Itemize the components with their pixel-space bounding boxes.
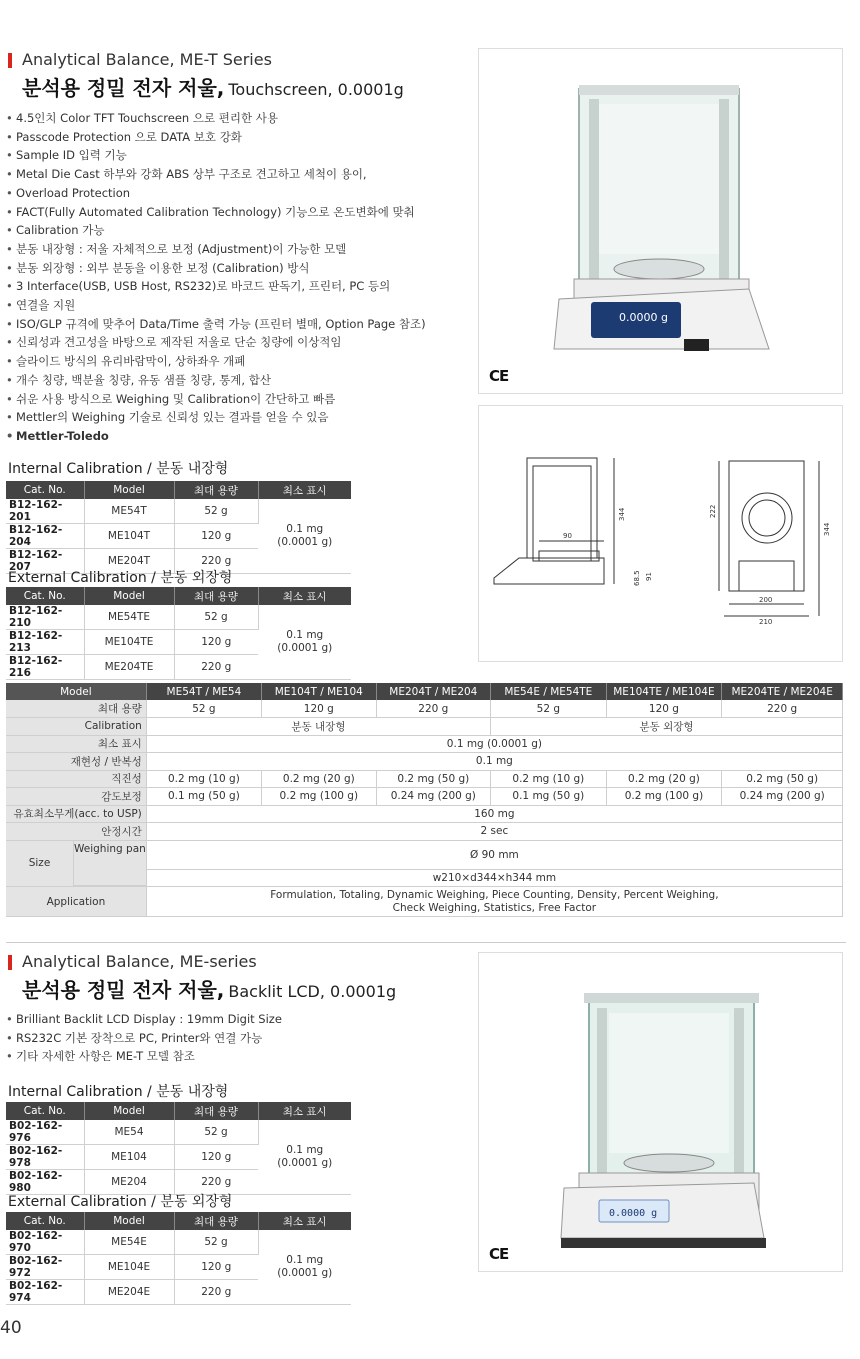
spec-value: 0.1 mg (0.0001 g) — [146, 735, 842, 753]
spec-label: Size — [6, 841, 74, 887]
spec-value: 0.2 mg (100 g) — [606, 788, 722, 806]
col-header-readability: 최소 표시 — [258, 1102, 351, 1120]
dimension-drawing — [478, 405, 843, 662]
cat-no: B02-162-980 — [6, 1170, 84, 1195]
feature-item: • 연결을 지원 — [6, 296, 426, 315]
spec-row-capacity — [6, 700, 843, 718]
spec-value: 0.2 mg (10 g) — [146, 770, 261, 788]
spec-label: 재현성 / 반복성 — [6, 753, 146, 771]
model: ME104 — [84, 1145, 174, 1170]
col-header-cat: Cat. No. — [6, 1212, 84, 1230]
section2-external-table — [6, 1212, 351, 1305]
feature-item: • RS232C 기본 장착으로 PC, Printer와 연결 가능 — [6, 1029, 282, 1048]
dim-width-body: 200 — [759, 596, 773, 604]
model: ME204T — [84, 549, 174, 574]
spec-value: 0.1 mg — [146, 753, 842, 771]
spec-label: 직진성 — [6, 770, 146, 788]
dim-width-pan: 90 — [563, 532, 572, 540]
capacity: 52 g — [174, 499, 258, 524]
capacity: 220 g — [174, 549, 258, 574]
cat-no: B12-162-210 — [6, 605, 84, 630]
col-header-model: Model — [84, 1102, 174, 1120]
feature-item: • ISO/GLP 규격에 맞추어 Data/Time 출력 가능 (프린터 별매, Option Page 참조) — [6, 315, 426, 334]
feature-item: • 슬라이드 방식의 유리바람막이, 상하좌우 개폐 — [6, 352, 426, 371]
spec-value: 52 g — [491, 700, 607, 718]
feature-item: • 4.5인치 Color TFT Touchscreen 으로 편리한 사용 — [6, 109, 426, 128]
col-header-model: Model — [84, 587, 174, 605]
spec-label-size — [6, 840, 146, 887]
spec-value: Ø 90 mm — [146, 840, 842, 869]
spec-value — [146, 887, 842, 917]
spec-model-col: ME54T / ME54 — [146, 683, 261, 700]
spec-model-col: ME104T / ME104 — [262, 683, 377, 700]
cat-no: B02-162-974 — [6, 1280, 84, 1305]
col-header-capacity: 최대 용량 — [174, 1102, 258, 1120]
col-header-cat: Cat. No. — [6, 481, 84, 499]
feature-item: • FACT(Fully Automated Calibration Technology) 기능으로 온도변화에 맞춰 — [6, 203, 426, 222]
section-marker — [8, 53, 12, 68]
capacity: 52 g — [174, 1120, 258, 1145]
feature-item: • Overload Protection — [6, 184, 426, 203]
model: ME204 — [84, 1170, 174, 1195]
cat-no: B02-162-972 — [6, 1255, 84, 1280]
feature-item: • 개수 칭량, 백분율 칭량, 유동 샘플 칭량, 통계, 합산 — [6, 371, 426, 390]
section1-external-table — [6, 587, 351, 680]
spec-row-min-weight — [6, 805, 843, 823]
dim-height-display: 91 — [645, 572, 653, 581]
capacity: 120 g — [174, 1255, 258, 1280]
spec-model-col: ME104TE / ME104E — [606, 683, 722, 700]
capacity: 52 g — [174, 1230, 258, 1255]
section2-title — [22, 974, 396, 1003]
feature-item: • Mettler-Toledo — [6, 427, 426, 446]
section1-internal-table — [6, 481, 351, 574]
spec-value: 0.1 mg (50 g) — [146, 788, 261, 806]
balance-illustration — [479, 953, 842, 1271]
cat-no: B12-162-204 — [6, 524, 84, 549]
capacity: 220 g — [174, 1170, 258, 1195]
readability-line2: (0.0001 g) — [277, 642, 333, 654]
spec-value: 0.2 mg (50 g) — [376, 770, 491, 788]
model: ME54 — [84, 1120, 174, 1145]
feature-item: • Brilliant Backlit LCD Display : 19mm Digit Size — [6, 1010, 282, 1029]
spec-value: 0.2 mg (10 g) — [491, 770, 607, 788]
readability-line1: 0.1 mg — [286, 629, 324, 641]
product-photo-me-t — [478, 48, 843, 394]
capacity: 220 g — [174, 1280, 258, 1305]
spec-label: 최소 표시 — [6, 735, 146, 753]
cat-no: B12-162-213 — [6, 630, 84, 655]
col-header-readability: 최소 표시 — [258, 1212, 351, 1230]
spec-value: 0.24 mg (200 g) — [376, 788, 491, 806]
dim-depth-front: 222 — [709, 504, 717, 518]
spec-row-linearity — [6, 770, 843, 788]
capacity: 120 g — [174, 524, 258, 549]
feature-item: • Mettler의 Weighing 기술로 신뢰성 있는 결과를 얻을 수 있음 — [6, 408, 426, 427]
spec-value: 0.2 mg (100 g) — [262, 788, 377, 806]
spec-label: Calibration — [6, 718, 146, 736]
spec-label: Weighing pan — [74, 841, 146, 887]
ce-mark: CE — [489, 367, 509, 385]
spec-value: 52 g — [146, 700, 261, 718]
section1-external-title: External Calibration / 분동 외장형 — [8, 570, 233, 586]
col-header-capacity: 최대 용량 — [174, 587, 258, 605]
feature-item: • Sample ID 입력 기능 — [6, 146, 426, 165]
spec-model-col: ME204T / ME204 — [376, 683, 491, 700]
spec-value: 220 g — [722, 700, 843, 718]
spec-row-pan — [6, 840, 843, 869]
product-photo-me — [478, 952, 843, 1272]
dim-height-right: 344 — [823, 522, 831, 536]
spec-label: 유효최소무게(acc. to USP) — [6, 805, 146, 823]
spec-value: 2 sec — [146, 823, 842, 841]
col-header-capacity: 최대 용량 — [174, 481, 258, 499]
feature-item: • 분동 내장형 : 저울 자체적으로 보정 (Adjustment)이 가능한 모델 — [6, 240, 426, 259]
spec-model-col: ME54E / ME54TE — [491, 683, 607, 700]
section2-title-en: Backlit LCD, 0.0001g — [228, 982, 397, 1001]
ce-mark: CE — [489, 1245, 509, 1263]
page-number: 40 — [0, 1318, 22, 1338]
spec-row-readability — [6, 735, 843, 753]
spec-label: Application — [6, 887, 146, 917]
spec-value: 분동 내장형 — [146, 718, 490, 736]
dim-width-total: 210 — [759, 618, 773, 626]
section2-external-title: External Calibration / 분동 외장형 — [8, 1194, 233, 1210]
section2-internal-table — [6, 1102, 351, 1195]
spec-value: 220 g — [376, 700, 491, 718]
table-row — [6, 1120, 351, 1145]
feature-item: • Metal Die Cast 하부와 강화 ABS 상부 구조로 견고하고 세척이 용이, — [6, 165, 426, 184]
model: ME54T — [84, 499, 174, 524]
model: ME54E — [84, 1230, 174, 1255]
spec-value: 0.2 mg (20 g) — [606, 770, 722, 788]
capacity: 120 g — [174, 630, 258, 655]
col-header-model: Model — [84, 1212, 174, 1230]
model: ME204E — [84, 1280, 174, 1305]
readability — [258, 1230, 351, 1305]
model: ME104E — [84, 1255, 174, 1280]
spec-value: 0.2 mg (50 g) — [722, 770, 843, 788]
spec-header-model: Model — [6, 683, 146, 700]
spec-row-sensitivity — [6, 788, 843, 806]
spec-value: 0.24 mg (200 g) — [722, 788, 843, 806]
section1-category: Analytical Balance, ME-T Series — [22, 50, 272, 69]
spec-value: 120 g — [606, 700, 722, 718]
spec-label: 감도보정 — [6, 788, 146, 806]
section1-title-ko: 분석용 정밀 전자 저울, — [22, 76, 225, 100]
readability — [258, 1120, 351, 1195]
readability-line1: 0.1 mg — [286, 523, 324, 535]
spec-value: w210×d344×h344 mm — [146, 869, 842, 887]
dimension-drawing-svg — [479, 406, 842, 661]
cat-no: B02-162-970 — [6, 1230, 84, 1255]
table-row — [6, 499, 351, 524]
feature-item: • 분동 외장형 : 외부 분동을 이용한 보정 (Calibration) 방식 — [6, 259, 426, 278]
readability-line2: (0.0001 g) — [277, 1157, 333, 1169]
spec-label: 안정시간 — [6, 823, 146, 841]
spec-value: 0.1 mg (50 g) — [491, 788, 607, 806]
balance-illustration — [479, 49, 842, 393]
table-row — [6, 1230, 351, 1255]
feature-item: • 신뢰성과 견고성을 바탕으로 제작된 저울로 단순 칭량에 이상적임 — [6, 333, 426, 352]
model: ME104T — [84, 524, 174, 549]
readability-line1: 0.1 mg — [286, 1144, 324, 1156]
feature-item: • 기타 자세한 사항은 ME-T 모델 참조 — [6, 1047, 282, 1066]
model: ME104TE — [84, 630, 174, 655]
spec-value: 0.2 mg (20 g) — [262, 770, 377, 788]
spec-value: 160 mg — [146, 805, 842, 823]
spec-label: 최대 용량 — [6, 700, 146, 718]
dim-height-base: 68.5 — [633, 570, 641, 586]
capacity: 120 g — [174, 1145, 258, 1170]
dim-height-left: 344 — [618, 507, 626, 521]
capacity: 220 g — [174, 655, 258, 680]
section2-category: Analytical Balance, ME-series — [22, 952, 257, 971]
section2-features — [6, 1010, 282, 1066]
display-readout: 0.0000 g — [609, 1208, 658, 1219]
feature-item: • 쉬운 사용 방식으로 Weighing 및 Calibration이 간단하고 빠름 — [6, 390, 426, 409]
section-marker — [8, 955, 12, 970]
model: ME54TE — [84, 605, 174, 630]
feature-item: • 3 Interface(USB, USB Host, RS232)로 바코드 판독기, 프린터, PC 등의 — [6, 277, 426, 296]
cat-no: B12-162-201 — [6, 499, 84, 524]
section2-internal-title: Internal Calibration / 분동 내장형 — [8, 1084, 229, 1100]
spec-row-stabilization — [6, 823, 843, 841]
spec-model-col: ME204TE / ME204E — [722, 683, 843, 700]
section-divider — [6, 942, 846, 943]
feature-item: • Passcode Protection 으로 DATA 보호 강화 — [6, 128, 426, 147]
table-row — [6, 605, 351, 630]
cat-no: B12-162-207 — [6, 549, 84, 574]
section1-internal-title: Internal Calibration / 분동 내장형 — [8, 461, 229, 477]
model: ME204TE — [84, 655, 174, 680]
readability-line1: 0.1 mg — [286, 1254, 324, 1266]
col-header-model: Model — [84, 481, 174, 499]
spec-row-repeatability — [6, 753, 843, 771]
spec-value: 120 g — [262, 700, 377, 718]
capacity: 52 g — [174, 605, 258, 630]
col-header-capacity: 최대 용량 — [174, 1212, 258, 1230]
section1-title — [22, 72, 404, 101]
cat-no: B02-162-978 — [6, 1145, 84, 1170]
section2-title-ko: 분석용 정밀 전자 저울, — [22, 978, 225, 1002]
readability — [258, 605, 351, 680]
col-header-readability: 최소 표시 — [258, 587, 351, 605]
readability-line2: (0.0001 g) — [277, 1267, 333, 1279]
section1-features — [6, 109, 426, 446]
section1-title-en: Touchscreen, 0.0001g — [228, 80, 404, 99]
spec-table — [6, 683, 843, 917]
feature-item: • Calibration 가능 — [6, 221, 426, 240]
spec-value: 분동 외장형 — [491, 718, 843, 736]
spec-row-calibration — [6, 718, 843, 736]
readability — [258, 499, 351, 574]
col-header-cat: Cat. No. — [6, 1102, 84, 1120]
spec-row-application — [6, 887, 843, 917]
readability-line2: (0.0001 g) — [277, 536, 333, 548]
cat-no: B02-162-976 — [6, 1120, 84, 1145]
application-line2: Check Weighing, Statistics, Free Factor — [392, 901, 597, 914]
col-header-readability: 최소 표시 — [258, 481, 351, 499]
application-line1: Formulation, Totaling, Dynamic Weighing, Piece Counting, Density, Percent Weighing, — [270, 888, 719, 901]
col-header-cat: Cat. No. — [6, 587, 84, 605]
display-readout: 0.0000 g — [619, 311, 668, 324]
cat-no: B12-162-216 — [6, 655, 84, 680]
